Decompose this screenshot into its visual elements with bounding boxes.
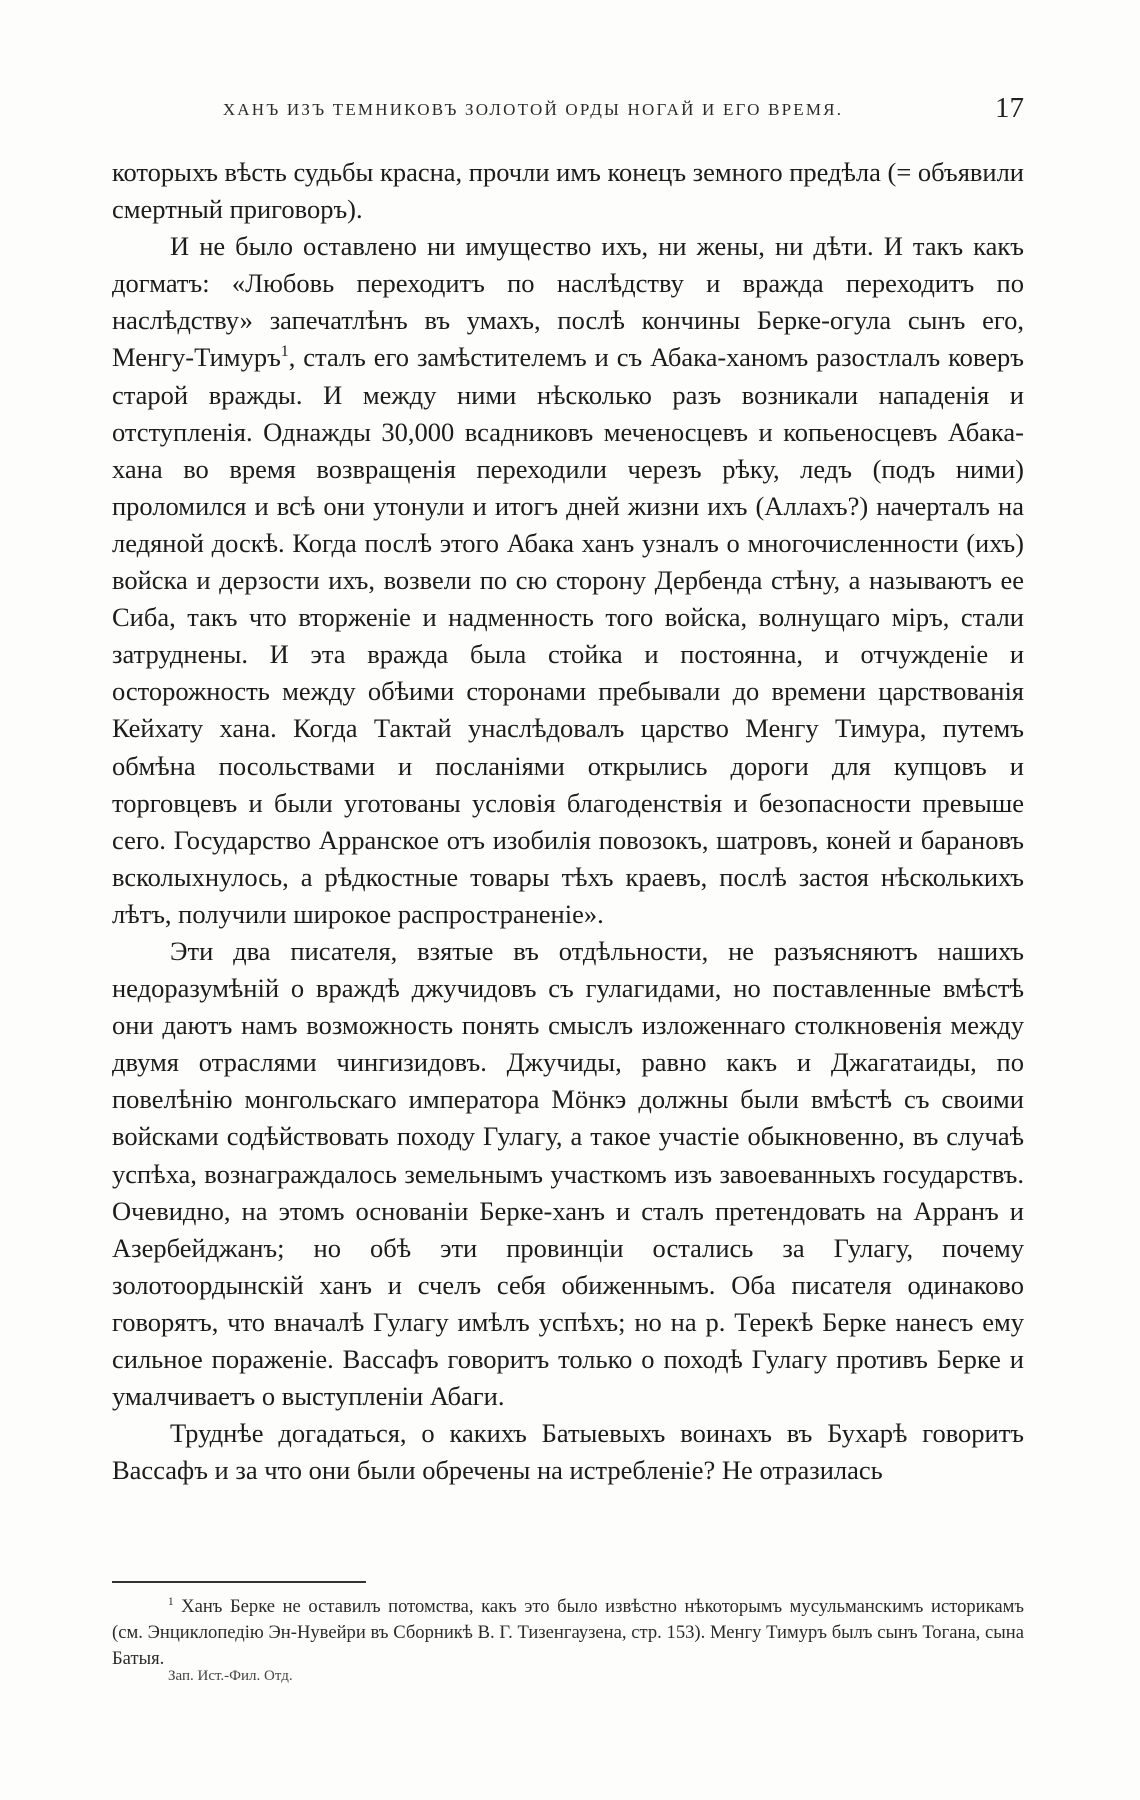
paragraph-2 [112,228,1024,933]
paragraph-2-end: , сталъ его замѣстителемъ и съ Абака-ханомъ разостлалъ коверъ старой вражды. И между ними нѣсколько разъ возникали нападенія и отступленія. Однажды 30,000 всадниковъ меченосцевъ и копьеносцевъ Абака-хана во время возвращенія переходили черезъ рѣку, ледъ (подъ ними) проломился и всѣ они утонули и итогъ дней жизни ихъ (Аллахъ?) начерталъ на ледяной доскѣ. Когда послѣ этого Абака ханъ узналъ о многочисленности (ихъ) войска и дерзости ихъ, возвели по сю сторону Дербенда стѣну, а называютъ ее Сиба, такъ что вторженіе и надменность того войска, волнущаго міръ, стали затруднены. И эта вражда была стойка и постоянна, и отчужденіе и осторожность между обѣими сторонами пребывали до времени царствованія Кейхату хана. Когда Тактай унаслѣдовалъ царство Менгу Тимура, путемъ обмѣна посольствами и посланіями открылись дороги для купцовъ и торговцевъ и были уготованы условія благоденствія и безопасности превыше сего. Государство Арранское отъ изобилія повозокъ, шатровъ, коней и барановъ всколыхнулось, а рѣдкостные товары тѣхъ краевъ, послѣ застоя нѣсколькихъ лѣтъ, получили широкое распространеніе». [112,342,1024,929]
footnote-text: Ханъ Берке не оставилъ потомства, какъ это было извѣстно нѣкоторымъ мусульманскимъ историкамъ (см. Энциклопедію Эн-Нувейри въ Сборникѣ В. Г. Тизенгаузена, стр. 153). Менгу Тимуръ былъ сынъ Тогана, сына Батыя. [112,1596,1025,1669]
footnote-divider [112,1581,366,1583]
paragraph-1: которыхъ вѣсть судьбы красна, прочли имъ конецъ земного предѣла (= объявили смертный приговоръ). [112,157,1024,225]
paragraph-4: Труднѣе догадаться, о какихъ Батыевыхъ воинахъ въ Бухарѣ говоритъ Вассафъ и за что они были обречены на истребленіе? Не отразилась [112,1418,1024,1486]
footnote-reference: 1 [280,343,289,361]
page-number: 17 [995,92,1024,124]
footnote [112,1594,1024,1672]
paragraph-3: Эти два писателя, взятые въ отдѣльности, не разъясняютъ нашихъ недоразумѣній о враждѣ джучидовъ съ гулагидами, но поставленные вмѣстѣ они даютъ намъ возможность понять смыслъ изложеннаго столкновенія между двумя отраслями чингизидовъ. Джучиды, равно какъ и Джагатаиды, по повелѣнію монгольскаго императора Мöнкэ должны были вмѣстѣ съ своими войсками содѣйствовать походу Гулагу, а такое участіе обыкновенно, въ случаѣ успѣха, вознаграждалось земельнымъ участкомъ изъ завоеванныхъ государствъ. Очевидно, на этомъ основаніи Берке-ханъ и сталъ претендовать на Арранъ и Азербейджанъ; но обѣ эти провинціи остались за Гулагу, почему золотоордынскій ханъ и счелъ себя обиженнымъ. Оба писателя одинаково говорятъ, что вначалѣ Гулагу имѣлъ успѣхъ; но на р. Терекѣ Берке нанесъ ему сильное пораженіе. Вассафъ говоритъ только о походѣ Гулагу противъ Берке и умалчиваетъ о выступленіи Абаги. [112,935,1024,1412]
body-text [112,154,1024,1489]
printer-signature: Зап. Ист.-Фил. Отд. [168,1668,293,1684]
footnote-marker: 1 [168,1595,174,1608]
paragraph-2-start: И не было оставлено ни имущество ихъ, ни жены, ни дѣти. И такъ какъ догматъ: «Любовь переходитъ по наслѣдству и вражда переходитъ по наслѣдству» запечатлѣнъ въ умахъ, послѣ кончины Берке-огула сынъ его, Менгу-Тимуръ [112,231,1024,373]
running-title: ХАНЪ ИЗЪ ТЕМНИКОВЪ ЗОЛОТОЙ ОРДЫ НОГАЙ И ЕГО ВРЕМЯ. [222,100,844,119]
page-header [112,92,1024,132]
